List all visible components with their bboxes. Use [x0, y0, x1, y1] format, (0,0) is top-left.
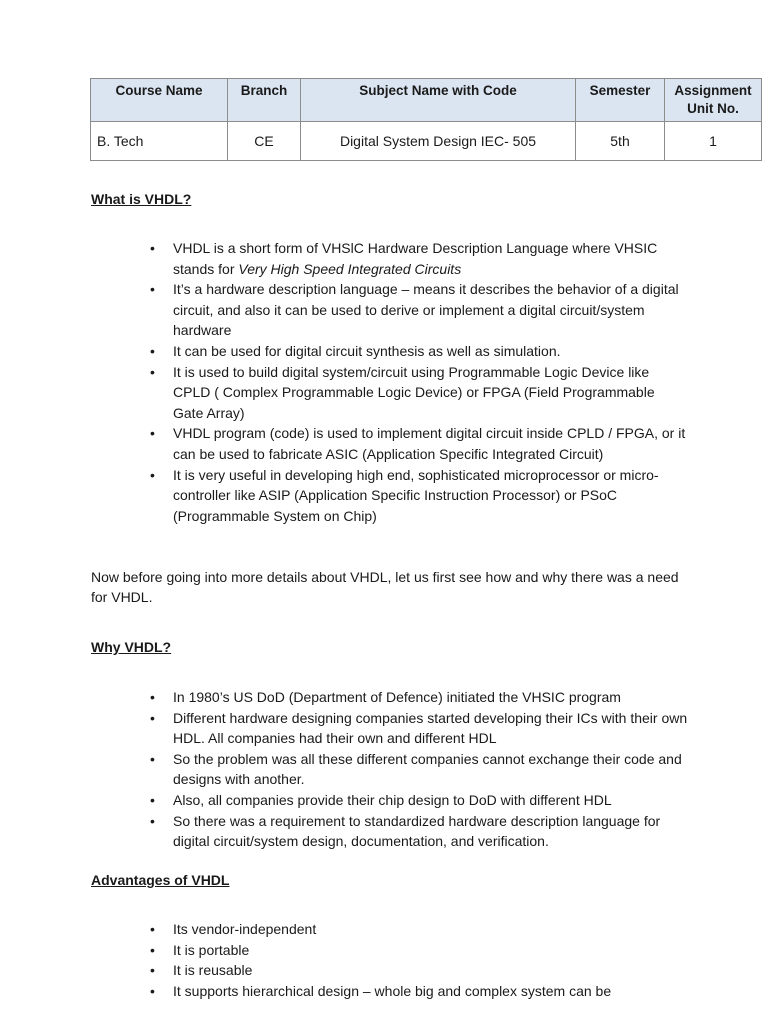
section-heading-why-vhdl: Why VHDL?	[91, 639, 172, 655]
list-item: • It supports hierarchical design – whole big and complex system can be	[148, 981, 688, 1002]
list-item: • So there was a requirement to standardized hardware description language for digital circuit/system design, documentation, and verification.	[148, 811, 688, 852]
why-vhdl-list	[148, 687, 688, 852]
list-item: • It is used to build digital system/circuit using Programmable Logic Device like CPLD ( Complex Programmable Logic Device) or FPGA (Field Programmable Gate Array)	[148, 362, 688, 424]
table-cell: Digital System Design IEC- 505	[301, 122, 576, 161]
list-item: • Also, all companies provide their chip design to DoD with different HDL	[148, 790, 688, 811]
table-header-cell: Subject Name with Code	[301, 79, 576, 122]
list-item-italic-text: Very High Speed Integrated Circuits	[238, 260, 462, 277]
list-item: • Different hardware designing companies started developing their ICs with their own HDL. All companies had their own and different HDL	[148, 708, 688, 749]
section-heading-what-is-vhdl: What is VHDL?	[91, 191, 192, 207]
what-is-vhdl-list	[148, 238, 688, 526]
section-heading-advantages: Advantages of VHDL	[91, 872, 230, 888]
table-header-cell: Branch	[228, 79, 301, 122]
list-item	[148, 238, 688, 279]
list-item: • It’s a hardware description language – means it describes the behavior of a digital circuit, and also it can be used to derive or implement a digital circuit/system hardware	[148, 279, 688, 341]
table-cell: B. Tech	[91, 122, 228, 161]
list-item: • It is portable	[148, 940, 688, 961]
list-item-text: VHDL is a short form of VHSlC Hardware Description Language where VHSIC stands for	[173, 240, 658, 277]
list-item: • In 1980’s US DoD (Department of Defence) initiated the VHSIC program	[148, 687, 688, 708]
table-cell: CE	[228, 122, 301, 161]
table-header-cell: Semester	[576, 79, 665, 122]
advantages-list	[148, 919, 688, 1001]
table-cell: 1	[665, 122, 762, 161]
intro-paragraph: Now before going into more details about VHDL, let us first see how and why there was a need for VHDL.	[91, 569, 679, 605]
table-row	[91, 122, 762, 161]
list-item: • VHDL program (code) is used to implement digital circuit inside CPLD / FPGA, or it can be used to fabricate ASIC (Application Specific Integrated Circuit)	[148, 423, 688, 464]
list-item: • It can be used for digital circuit synthesis as well as simulation.	[148, 341, 688, 362]
list-item: • So the problem was all these different companies cannot exchange their code and designs with another.	[148, 749, 688, 790]
table-header-row	[91, 79, 762, 122]
list-item: • It is reusable	[148, 960, 688, 981]
table-cell: 5th	[576, 122, 665, 161]
list-item: • It is very useful in developing high end, sophisticated microprocessor or micro-controller like ASIP (Application Specific Instruction Processor) or PSoC (Programmable System on Chip)	[148, 465, 688, 527]
list-item: • Its vendor-independent	[148, 919, 688, 940]
course-info-table	[90, 78, 762, 161]
table-header-cell: Course Name	[91, 79, 228, 122]
table-header-cell: Assignment Unit No.	[665, 79, 762, 122]
